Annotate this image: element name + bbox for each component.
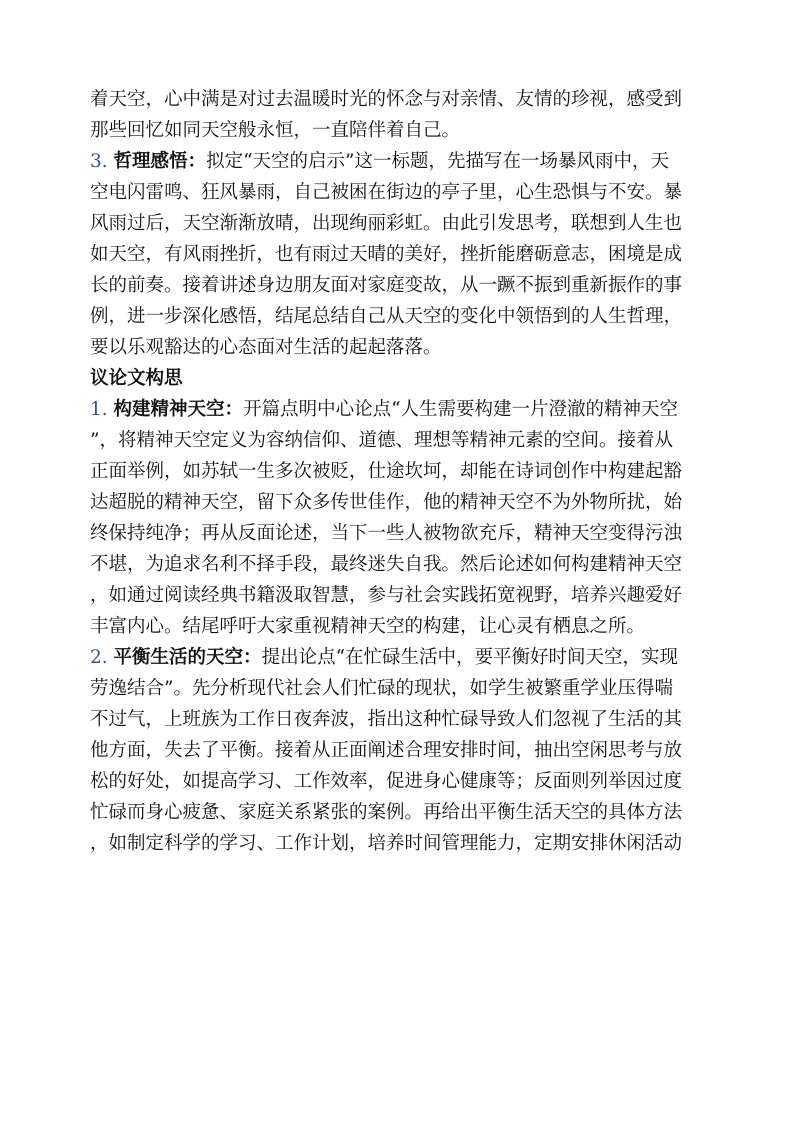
text-line: 忙碌而身心疲惫、家庭关系紧张的案例。再给出平衡生活天空的具体方法 bbox=[90, 802, 683, 823]
text-line: 着天空，心中满是对过去温暖时光的怀念与对亲情、友情的珍视，感受到 bbox=[90, 89, 683, 110]
list-item-spiritual-sky: 1. 构建精神天空：开篇点明中心论点“人生需要构建一片澄澈的精神天空 bbox=[90, 399, 679, 420]
text-line: 丰富内心。结尾呼吁大家重视精神天空的构建，让心灵有栖息之所。 bbox=[90, 616, 646, 637]
text-line: 正面举例，如苏轼一生多次被贬，仕途坎坷，却能在诗词创作中构建起豁 bbox=[90, 461, 683, 482]
text-line: 例，进一步深化感悟，结尾总结自己从天空的变化中领悟到的人生哲理， bbox=[90, 306, 683, 327]
text-line: ”，将精神天空定义为容纳信仰、道德、理想等精神元素的空间。接着从 bbox=[90, 430, 673, 451]
list-item-title: 构建精神天空： bbox=[113, 399, 244, 420]
text-line: 风雨过后，天空渐渐放晴，出现绚丽彩虹。由此引发思考，联想到人生也 bbox=[90, 213, 683, 234]
document-body bbox=[90, 84, 710, 859]
list-number: 1. bbox=[90, 399, 114, 420]
text-line: 那些回忆如同天空般永恒，一直陪伴着自己。 bbox=[90, 120, 461, 141]
text-line: 空电闪雷鸣、狂风暴雨，自己被困在街边的亭子里，心生恐惧与不安。暴 bbox=[90, 182, 683, 203]
list-number: 3. bbox=[90, 151, 114, 172]
list-item-balance-sky: 2. 平衡生活的天空：提出论点“在忙碌生活中，要平衡好时间天空，实现 bbox=[90, 647, 679, 668]
list-item-title: 平衡生活的天空： bbox=[113, 647, 262, 668]
section-heading: 议论文构思 bbox=[90, 368, 183, 389]
text-line: 如天空，有风雨挫折，也有雨过天晴的美好，挫折能磨砺意志，困境是成 bbox=[90, 244, 683, 265]
text-line: 他方面，失去了平衡。接着从正面阐述合理安排时间，抽出空闲思考与放 bbox=[90, 740, 683, 761]
text-line: 终保持纯净；再从反面论述，当下一些人被物欲充斥，精神天空变得污浊 bbox=[90, 523, 683, 544]
text-line: ，如制定科学的学习、工作计划，培养时间管理能力，定期安排休闲活动 bbox=[90, 833, 683, 854]
text-line: 要以乐观豁达的心态面对生活的起起落落。 bbox=[90, 337, 442, 358]
list-item-title: 哲理感悟： bbox=[113, 151, 207, 172]
text-line: 松的好处，如提高学习、工作效率，促进身心健康等；反面则列举因过度 bbox=[90, 771, 683, 792]
text-line: 不堪，为追求名利不择手段，最终迷失自我。然后论述如何构建精神天空 bbox=[90, 554, 683, 575]
text-line: 达超脱的精神天空，留下众多传世佳作，他的精神天空不为外物所扰，始 bbox=[90, 492, 683, 513]
text-line: 劳逸结合”。先分析现代社会人们忙碌的现状，如学生被繁重学业压得喘 bbox=[90, 678, 673, 699]
list-item-philosophy: 3. 哲理感悟：拟定“天空的启示”这一标题，先描写在一场暴风雨中，天 bbox=[90, 151, 669, 172]
text-line: 不过气，上班族为工作日夜奔波，指出这种忙碌导致人们忽视了生活的其 bbox=[90, 709, 683, 730]
text-line: 长的前奏。接着讲述身边朋友面对家庭变故，从一蹶不振到重新振作的事 bbox=[90, 275, 683, 296]
text-line: ，如通过阅读经典书籍汲取智慧，参与社会实践拓宽视野，培养兴趣爱好 bbox=[90, 585, 683, 606]
list-number: 2. bbox=[90, 647, 114, 668]
